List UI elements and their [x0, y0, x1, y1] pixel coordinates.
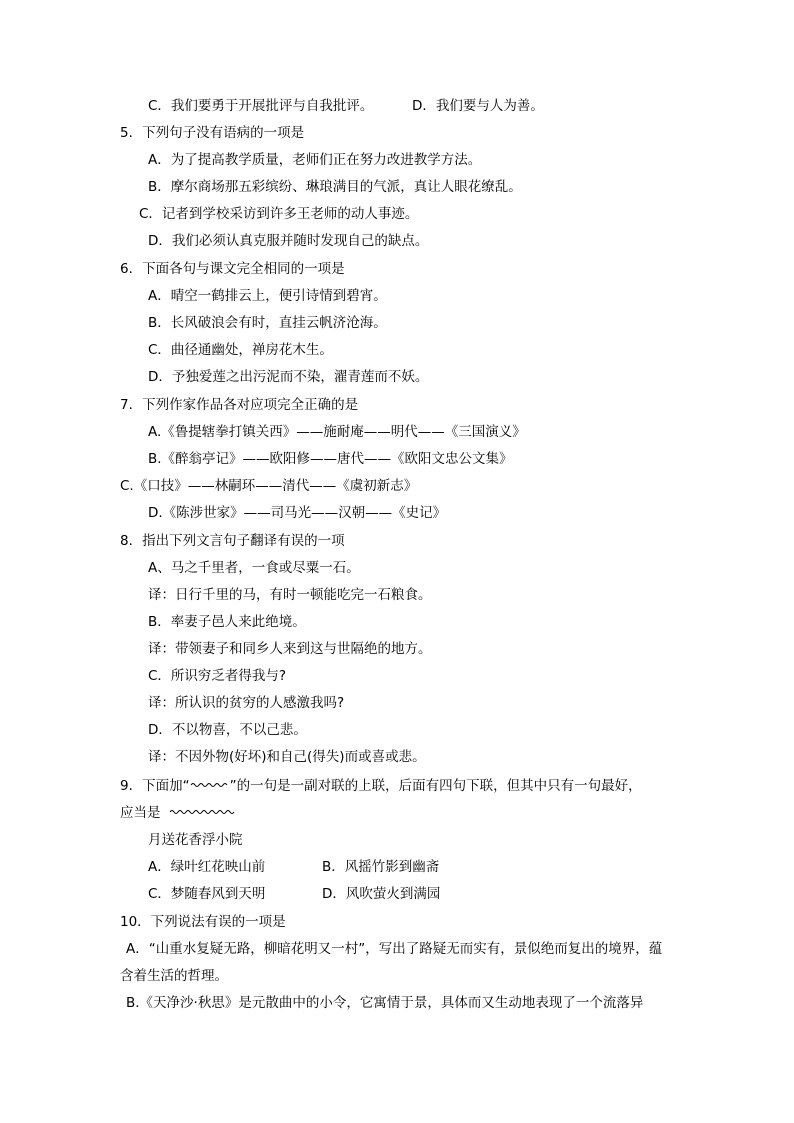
question-7-stem: 7．下列作家作品各对应项完全正确的是 [120, 397, 359, 413]
question-8-option-c: C．所识穷乏者得我与? [148, 668, 287, 684]
question-9-option-b: B．风摇竹影到幽斋 [322, 859, 440, 875]
question-9-option-d: D．风吹萤火到满园 [322, 886, 441, 902]
question-8-translation-d: 译：不因外物(好坏)和自己(得失)而或喜或悲。 [148, 749, 426, 765]
question-9-option-c: C．梦随春风到天明 [148, 886, 266, 902]
line-5c: C．我们要勇于开展批评与自我批评。 [148, 98, 374, 114]
question-6-option-b: B．长风破浪会有时，直挂云帆济沧海。 [148, 315, 387, 331]
question-10-option-b-line1: B.《天净沙·秋思》是元散曲中的小令，它寓情于景，具体而又生动地表现了一个流落异 [126, 995, 644, 1011]
question-8-option-a: A、马之千里者，一食或尽粟一石。 [148, 560, 360, 576]
question-9-stem-part2: ”的一句是一副对联的上联，后面有四句下联，但其中只有一句最好， [229, 778, 642, 794]
question-5-option-c: C．记者到学校采访到许多王老师的动人事迹。 [139, 206, 419, 222]
question-7-option-a: A.《鲁提辖拳打镇关西》——施耐庵——明代——《三国演义》 [148, 424, 526, 440]
couplet-first-line: 月送花香浮小院 [148, 832, 243, 848]
question-9-stem-line2 [120, 804, 235, 822]
question-7-option-c: C.《口技》——林嗣环——清代——《虞初新志》 [120, 478, 418, 494]
question-9-option-a: A．绿叶红花映山前 [148, 859, 266, 875]
question-5-stem: 5．下列句子没有语病的一项是 [120, 125, 305, 141]
question-6-stem: 6．下面各句与课文完全相同的一项是 [120, 261, 345, 277]
wavy-answer-blank [169, 804, 235, 816]
question-9-stem-part1: 9．下面加“ [120, 778, 190, 794]
question-5-option-a: A．为了提高教学质量，老师们正在努力改进教学方法。 [148, 152, 482, 168]
question-8-translation-c: 译：所认识的贫穷的人感激我吗? [148, 695, 345, 711]
question-8-translation-b: 译：带领妻子和同乡人来到这与世隔绝的地方。 [148, 641, 432, 657]
question-6-option-a: A．晴空一鹤排云上，便引诗情到碧宵。 [148, 288, 387, 304]
question-8-option-d: D．不以物喜，不以己悲。 [148, 722, 307, 738]
question-6-option-c: C．曲径通幽处，禅房花木生。 [148, 342, 333, 358]
question-10-stem: 10．下列说法有误的一项是 [120, 914, 286, 930]
question-6-option-d: D．予独爱莲之出污泥而不染，濯青莲而不妖。 [148, 369, 429, 385]
question-7-option-d: D.《陈涉世家》——司马光——汉朝——《史记》 [148, 505, 447, 521]
question-7-option-b: B.《醉翁亭记》——欧阳修——唐代——《欧阳文忠公文集》 [148, 451, 513, 467]
question-9-stem-part3: 应当是 [120, 805, 161, 821]
question-10-option-a-line2: 含着生活的哲理。 [120, 968, 228, 984]
question-8-stem: 8．指出下列文言句子翻译有误的一项 [120, 533, 345, 549]
question-5-option-b: B．摩尔商场那五彩缤纷、琳琅满目的气派，真让人眼花缭乱。 [148, 179, 522, 195]
question-8-option-b: B．率妻子邑人来此绝境。 [148, 614, 306, 630]
question-8-translation-a: 译：日行千里的马，有时一顿能吃完一石粮食。 [148, 587, 432, 603]
line-5d: D．我们要与人为善。 [412, 98, 544, 114]
wavy-underline-mark [190, 777, 230, 789]
question-5-option-d: D．我们必须认真克服并随时发现自己的缺点。 [148, 233, 429, 249]
question-9-stem-line1 [120, 777, 642, 795]
question-10-option-a-line1: A．“山重水复疑无路，柳暗花明又一村”，写出了路疑无而实有，景似绝而复出的境界，蕴 [126, 941, 663, 957]
